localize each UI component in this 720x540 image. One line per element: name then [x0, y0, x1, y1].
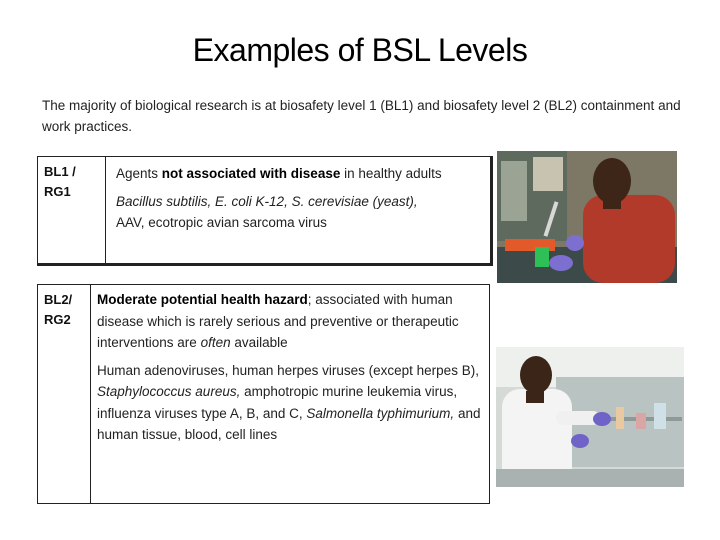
bl1-level-line1: BL1 /: [44, 164, 76, 179]
bl2-ex-italic2: Salmonella typhimurium,: [306, 405, 455, 421]
bl1-box: [37, 156, 493, 266]
bl2-level-line1: BL2/: [44, 292, 73, 307]
bl2-desc-emphasis: Moderate potential health hazard: [97, 292, 308, 307]
bl2-divider: [90, 285, 91, 503]
bl2-ex-part1: Human adenoviruses, human herpes viruses (except herpes B),: [97, 362, 479, 378]
bl1-examples-rest: AAV, ecotropic avian sarcoma virus: [116, 215, 327, 230]
intro-text: The majority of biological research is at biosafety level 1 (BL1) and biosafety level 2 (BL2) containment and work practices.: [42, 98, 681, 134]
bl2-box: [37, 284, 490, 504]
bl2-desc-end: available: [230, 335, 288, 350]
bl1-examples: [116, 191, 484, 234]
bl2-description: [97, 289, 482, 452]
bl2-desc-italic: often: [200, 335, 231, 350]
bl1-definition: [116, 163, 484, 185]
bl2-definition: [97, 289, 482, 354]
bl2-level-label: [44, 290, 72, 330]
bl2-ex-italic1: Staphylococcus aureus,: [97, 384, 241, 399]
lab-scientist-photo-1: [497, 151, 677, 283]
bl2-desc-mid: ; associated with human disease which is rarely serious and preventive or therapeutic interventions are: [97, 292, 459, 350]
bl1-examples-italic: Bacillus subtilis, E. coli K-12, S. cerevisiae (yeast),: [116, 193, 418, 209]
bl1-desc-suffix: in healthy adults: [340, 166, 442, 181]
bl1-level-label: [44, 162, 76, 202]
bl1-desc-emphasis: not associated with disease: [161, 166, 341, 181]
bl2-ex-part3: and human tissue, blood, cell lines: [97, 405, 481, 442]
bl1-divider: [105, 157, 106, 263]
bl1-desc-prefix: Agents: [116, 166, 162, 181]
page-title: Examples of BSL Levels: [192, 32, 528, 68]
lab-photo-1-graphic: [497, 151, 677, 283]
lab-scientist-photo-2: [496, 347, 684, 487]
bl1-level-line2: RG1: [44, 184, 71, 199]
bl2-examples: [97, 360, 482, 446]
bl1-description: [116, 163, 484, 240]
bl2-ex-part2: amphotropic murine leukemia virus, influenza viruses type A, B, and C,: [97, 384, 458, 421]
bl2-level-line2: RG2: [44, 312, 71, 327]
lab-photo-2-graphic: [496, 347, 684, 487]
